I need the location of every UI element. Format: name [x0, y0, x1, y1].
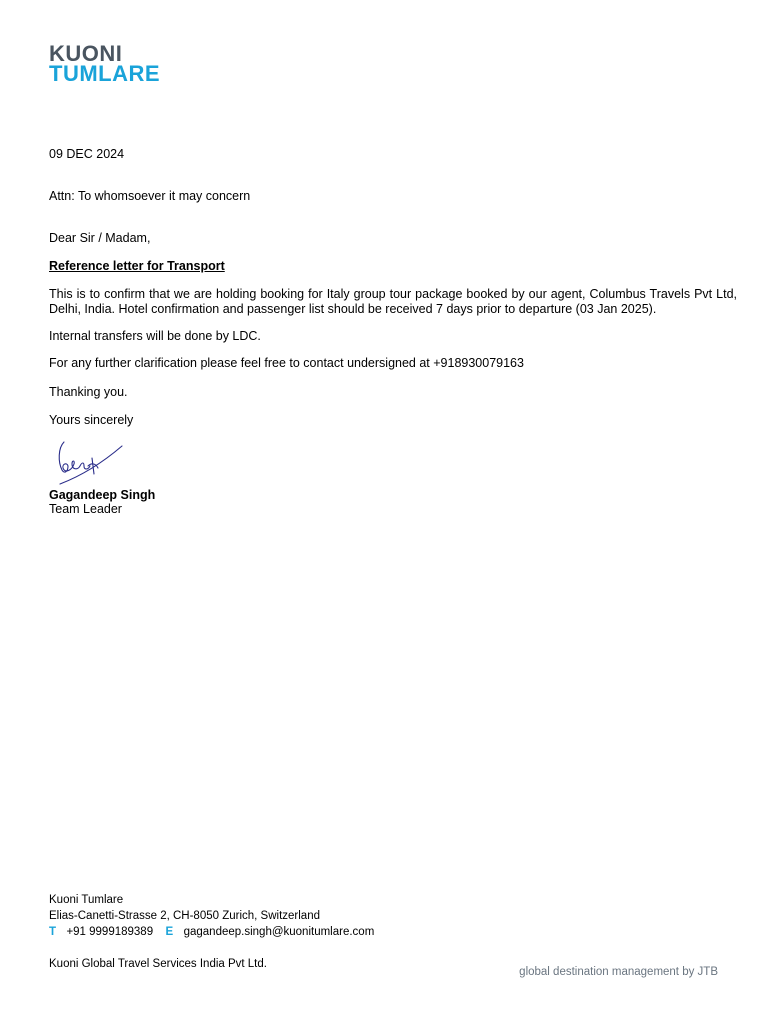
footer-address: Elias-Canetti-Strasse 2, CH-8050 Zurich, Switzerland: [49, 910, 320, 922]
logo-line-1: KUONI: [49, 41, 123, 66]
letter-date: 09 DEC 2024: [49, 147, 125, 161]
footer-email: gagandeep.singh@kuonitumlare.com: [183, 926, 375, 938]
attention-line: Attn: To whomsoever it may concern: [49, 189, 251, 203]
email-label: E: [165, 926, 174, 938]
footer-company: Kuoni Tumlare: [49, 894, 124, 906]
thanks-line: Thanking you.: [49, 385, 128, 399]
handwritten-signature: [52, 440, 128, 488]
body-paragraph-booking: This is to confirm that we are holding booking for Italy group tour package booked by our agent, Columbus Travels Pvt Ltd, Delhi, India. Hotel confirmation and passenger list should be received 7 days prior to departure (03 Jan 2025).: [49, 287, 737, 316]
closing-line: Yours sincerely: [49, 413, 134, 427]
signer-title: Team Leader: [49, 502, 122, 516]
company-logo: [49, 41, 161, 86]
footer-phone: +91 9999189389: [66, 926, 154, 938]
signer-name: Gagandeep Singh: [49, 488, 156, 502]
body-paragraph-contact: For any further clarification please feel free to contact undersigned at +918930079163: [49, 356, 524, 370]
footer-tagline: global destination management by JTB: [519, 966, 718, 978]
footer-legal-entity: Kuoni Global Travel Services India Pvt Ltd.: [49, 958, 267, 970]
footer-contact: [49, 926, 374, 938]
logo-line-2: TUMLARE: [49, 61, 161, 86]
body-paragraph-transfers: Internal transfers will be done by LDC.: [49, 329, 261, 343]
salutation: Dear Sir / Madam,: [49, 231, 151, 245]
phone-label: T: [49, 926, 57, 938]
subject-line: Reference letter for Transport: [49, 259, 225, 273]
